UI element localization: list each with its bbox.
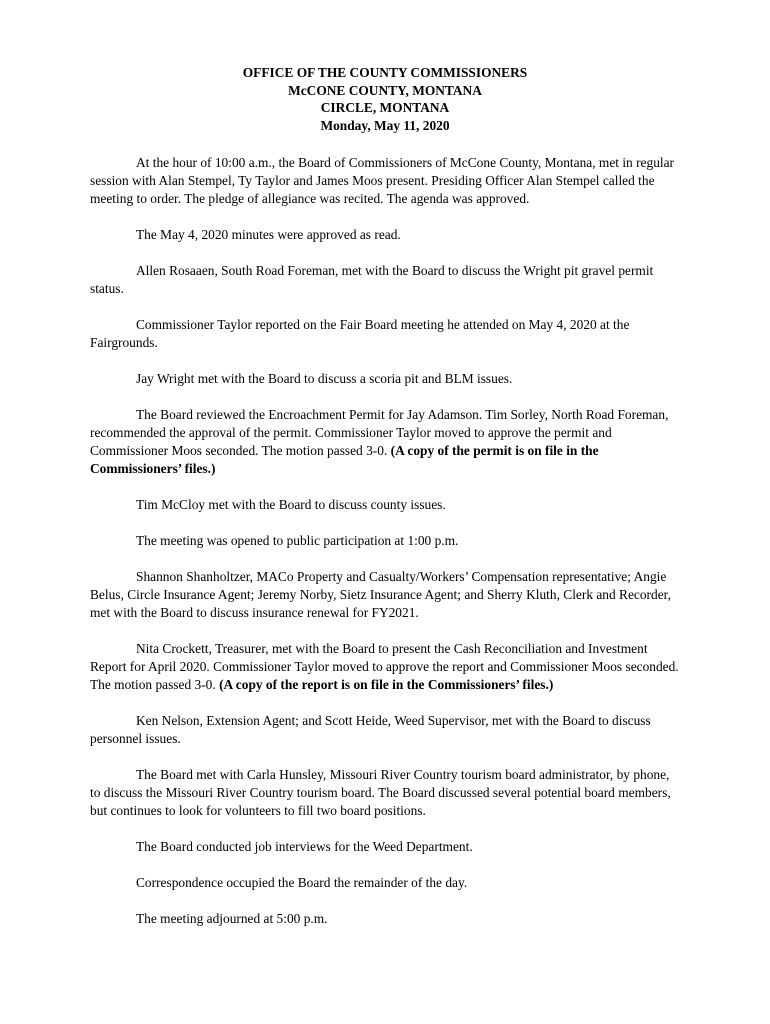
paragraph-cash-text: Nita Crockett, Treasurer, met with the Board to present the Cash Reconciliation and Investment Report for April 2020. Commissioner Taylor moved to approve the report and Commissioner Moos seconded. The motion passed 3-0. <box>90 641 679 693</box>
header-date: Monday, May 11, 2020 <box>320 117 450 133</box>
paragraph-adjourned: The meeting adjourned at 5:00 p.m. <box>136 911 328 927</box>
document-body <box>90 154 680 928</box>
paragraph-insurance-renewal: Shannon Shanholtzer, MACo Property and Casualty/Workers’ Compensation representative; Angie Belus, Circle Insurance Agent; Jeremy Norby, Sietz Insurance Agent; and Sherry Kluth, Clerk and Recorder, met with the Board to discuss insurance renewal for FY2021. <box>90 569 671 621</box>
header-office-title: OFFICE OF THE COUNTY COMMISSIONERS <box>242 65 528 80</box>
paragraph-cash-reconciliation <box>90 640 680 694</box>
paragraph-personnel: Ken Nelson, Extension Agent; and Scott Heide, Weed Supervisor, met with the Board to discuss personnel issues. <box>90 713 651 747</box>
paragraph-scoria-pit: Jay Wright met with the Board to discuss a scoria pit and BLM issues. <box>136 371 513 387</box>
paragraph-call-to-order: At the hour of 10:00 a.m., the Board of Commissioners of McCone County, Montana, met in regular session with Alan Stempel, Ty Taylor and James Moos present. Presiding Officer Alan Stempel called the meeting to order. The pledge of allegiance was recited. The agenda was approved. <box>90 155 675 207</box>
paragraph-county-issues: Tim McCloy met with the Board to discuss county issues. <box>136 497 446 513</box>
paragraph-fair-board: Commissioner Taylor reported on the Fair Board meeting he attended on May 4, 2020 at the Fairgrounds. <box>90 317 630 351</box>
paragraph-road-foreman: Allen Rosaaen, South Road Foreman, met with the Board to discuss the Wright pit gravel permit status. <box>90 263 654 297</box>
paragraph-minutes: The May 4, 2020 minutes were approved as read. <box>136 227 401 243</box>
paragraph-job-interviews: The Board conducted job interviews for the Weed Department. <box>136 839 473 855</box>
paragraph-encroachment-text: The Board reviewed the Encroachment Permit for Jay Adamson. Tim Sorley, North Road Foreman, recommended the approval of the permit. Commissioner Taylor moved to approve the permit and Commissioner Moos seconded. The motion passed 3-0. <box>90 407 669 459</box>
paragraph-encroachment-permit <box>90 406 680 478</box>
paragraph-tourism-board: The Board met with Carla Hunsley, Missouri River Country tourism board administrator, by phone, to discuss the Missouri River Country tourism board. The Board discussed several potential board members, but continues to look for volunteers to fill two board positions. <box>90 767 671 819</box>
paragraph-correspondence: Correspondence occupied the Board the remainder of the day. <box>136 875 468 891</box>
header-city: CIRCLE, MONTANA <box>320 100 450 116</box>
paragraph-public-participation: The meeting was opened to public participation at 1:00 p.m. <box>136 533 459 549</box>
document-page <box>90 64 680 946</box>
document-header <box>90 64 680 134</box>
paragraph-encroachment-note: (A copy of the permit is on file in the Commissioners’ files.) <box>90 443 599 477</box>
paragraph-cash-note: (A copy of the report is on file in the Commissioners’ files.) <box>219 677 554 693</box>
header-county: McCONE COUNTY, MONTANA <box>288 82 482 98</box>
